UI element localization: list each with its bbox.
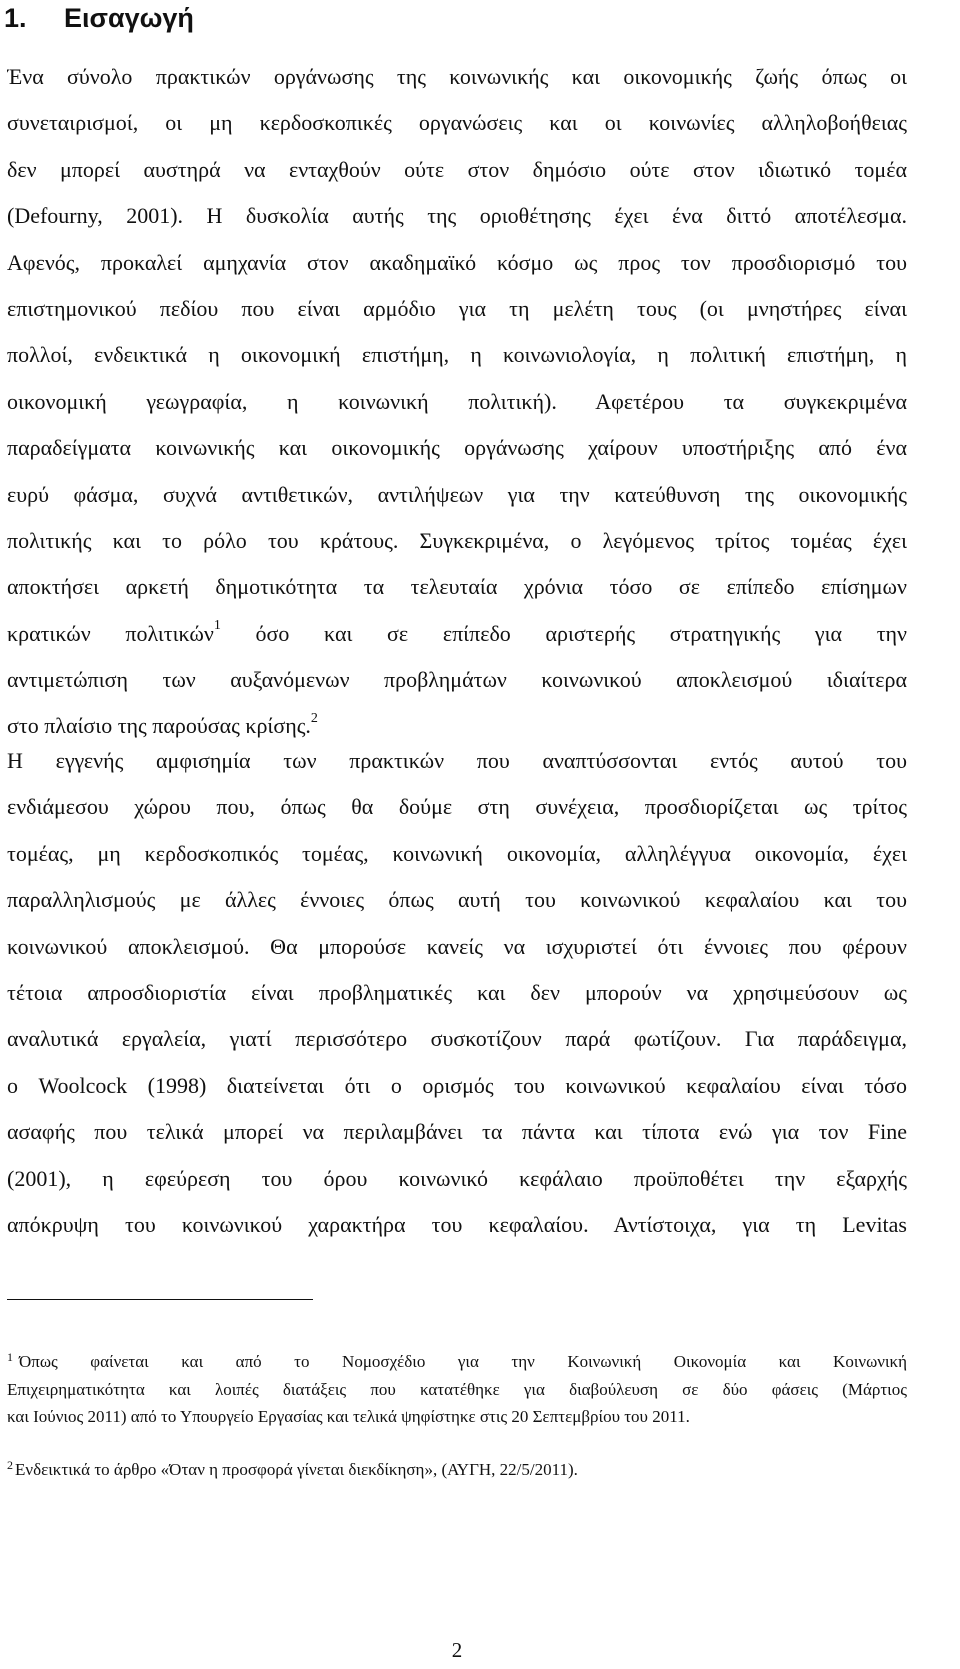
footnote-line — [7, 1348, 907, 1376]
text-line: ασαφής που τελικά μπορεί να περιλαμβάνει τα πάντα και τίποτα ενώ για τον Fine — [7, 1119, 907, 1145]
footnote-ref-2[interactable]: 2 — [310, 711, 318, 727]
footnote-separator — [7, 1299, 313, 1300]
section-title: Εισαγωγή — [64, 3, 194, 33]
footnote-line — [7, 1456, 907, 1484]
text-segment: κρατικών πολιτικών — [7, 620, 214, 646]
footnote-1 — [7, 1348, 907, 1431]
text-line: (2001), η εφεύρεση του όρου κοινωνικό κεφάλαιο προϋποθέτει την εξαρχής — [7, 1165, 907, 1191]
footnote-number: 2 — [7, 1458, 13, 1472]
text-line: επιστημονικού πεδίου που είναι αρμόδιο για τη μελέτη τους (οι μνηστήρες είναι — [7, 295, 907, 321]
text-line: τέτοια απροσδιοριστία είναι προβληματικές και δεν μπορούν να χρησιμεύσουν ως — [7, 979, 907, 1005]
section-heading — [4, 0, 194, 36]
text-line: ο Woolcock (1998) διατείνεται ότι ο ορισμός του κοινωνικού κεφαλαίου είναι τόσο — [7, 1072, 907, 1098]
paragraph-1 — [7, 54, 907, 750]
text-line-with-footnote-ref — [7, 611, 907, 657]
text-line: αναλυτικά εργαλεία, γιατί περισσότερο συσκοτίζουν παρά φωτίζουν. Για παράδειγμα, — [7, 1026, 907, 1052]
text-line: Ένα σύνολο πρακτικών οργάνωσης της κοινωνικής και οικονομικής ζωής όπως οι — [7, 64, 907, 89]
footnote-line: Επιχειρηματικότητα και λοιπές διατάξεις που κατατέθηκε για διαβούλευση σε δύο φάσεις (Μάρτιος — [7, 1379, 907, 1399]
footnote-2 — [7, 1456, 907, 1484]
text-line: συνεταιρισμοί, οι μη κερδοσκοπικές οργανώσεις και οι κοινωνίες αλληλοβοήθειας — [7, 110, 907, 136]
text-line: πολλοί, ενδεικτικά η οικονομική επιστήμη, η κοινωνιολογία, η πολιτική επιστήμη, η — [7, 342, 907, 368]
text-line: τομέας, μη κερδοσκοπικός τομέας, κοινωνική οικονομία, αλληλέγγυα οικονομία, έχει — [7, 840, 907, 866]
footnote-line: και Ιούνιος 2011) από το Υπουργείο Εργασίας και τελικά ψηφίστηκε στις 20 Σεπτεμβρίου του 2011. — [7, 1407, 690, 1427]
text-line: (Defourny, 2001). Η δυσκολία αυτής της οριοθέτησης έχει ένα διττό αποτέλεσμα. — [7, 203, 907, 229]
footnote-text: Ενδεικτικά το άρθρο «Όταν η προσφορά γίνεται διεκδίκηση», (ΑΥΓΗ, 22/5/2011). — [15, 1460, 578, 1479]
text-line: παραλληλισμούς με άλλες έννοιες όπως αυτή του κοινωνικού κεφαλαίου και του — [7, 887, 907, 913]
footnote-text: Όπως φαίνεται και από το Νομοσχέδιο για την Κοινωνική Οικονομία και Κοινωνική — [19, 1352, 907, 1371]
section-number: 1. — [4, 3, 27, 33]
text-line: αντιμετώπιση των αυξανόμενων προβλημάτων κοινωνικού αποκλεισμού ιδιαίτερα — [7, 667, 907, 693]
paragraph-2 — [7, 738, 907, 1248]
text-line: ευρύ φάσμα, συχνά αντιθετικών, αντιλήψεων για την κατεύθυνση της οικονομικής — [7, 481, 907, 507]
text-line: αποκτήσει αρκετή δημοτικότητα τα τελευταία χρόνια τόσο σε επίπεδο επίσημων — [7, 574, 907, 600]
footnote-number: 1 — [7, 1350, 13, 1364]
text-line: παραδείγματα κοινωνικής και οικονομικής οργάνωσης χαίρουν υποστήριξης από ένα — [7, 435, 907, 461]
footnote-ref-1[interactable]: 1 — [213, 618, 221, 634]
page-number: 2 — [451, 1638, 463, 1662]
text-segment: όσο και σε επίπεδο αριστερής στρατηγικής για την — [220, 620, 907, 646]
text-line: ενδιάμεσου χώρου που, όπως θα δούμε στη συνέχεια, προσδιορίζεται ως τρίτος — [7, 794, 907, 820]
text-line: κοινωνικού αποκλεισμού. Θα μπορούσε κανείς να ισχυριστεί ότι έννοιες που φέρουν — [7, 933, 907, 959]
text-line: οικονομική γεωγραφία, η κοινωνική πολιτική). Αφετέρου τα συγκεκριμένα — [7, 388, 907, 414]
text-line: δεν μπορεί αυστηρά να ενταχθούν ούτε στον δημόσιο ούτε στον ιδιωτικό τομέα — [7, 156, 907, 182]
text-line: Αφενός, προκαλεί αμηχανία στον ακαδημαϊκό κόσμο ως προς τον προσδιορισμό του — [7, 249, 907, 275]
text-line: πολιτικής και το ρόλο του κράτους. Συγκεκριμένα, ο λεγόμενος τρίτος τομέας έχει — [7, 527, 907, 553]
text-segment: στο πλαίσιο της παρούσας κρίσης. — [7, 713, 311, 739]
text-line: απόκρυψη του κοινωνικού χαρακτήρα του κεφαλαίου. Αντίστοιχα, για τη Levitas — [7, 1211, 907, 1237]
text-line: Η εγγενής αμφισημία των πρακτικών που αναπτύσσονται εντός αυτού του — [7, 748, 907, 773]
